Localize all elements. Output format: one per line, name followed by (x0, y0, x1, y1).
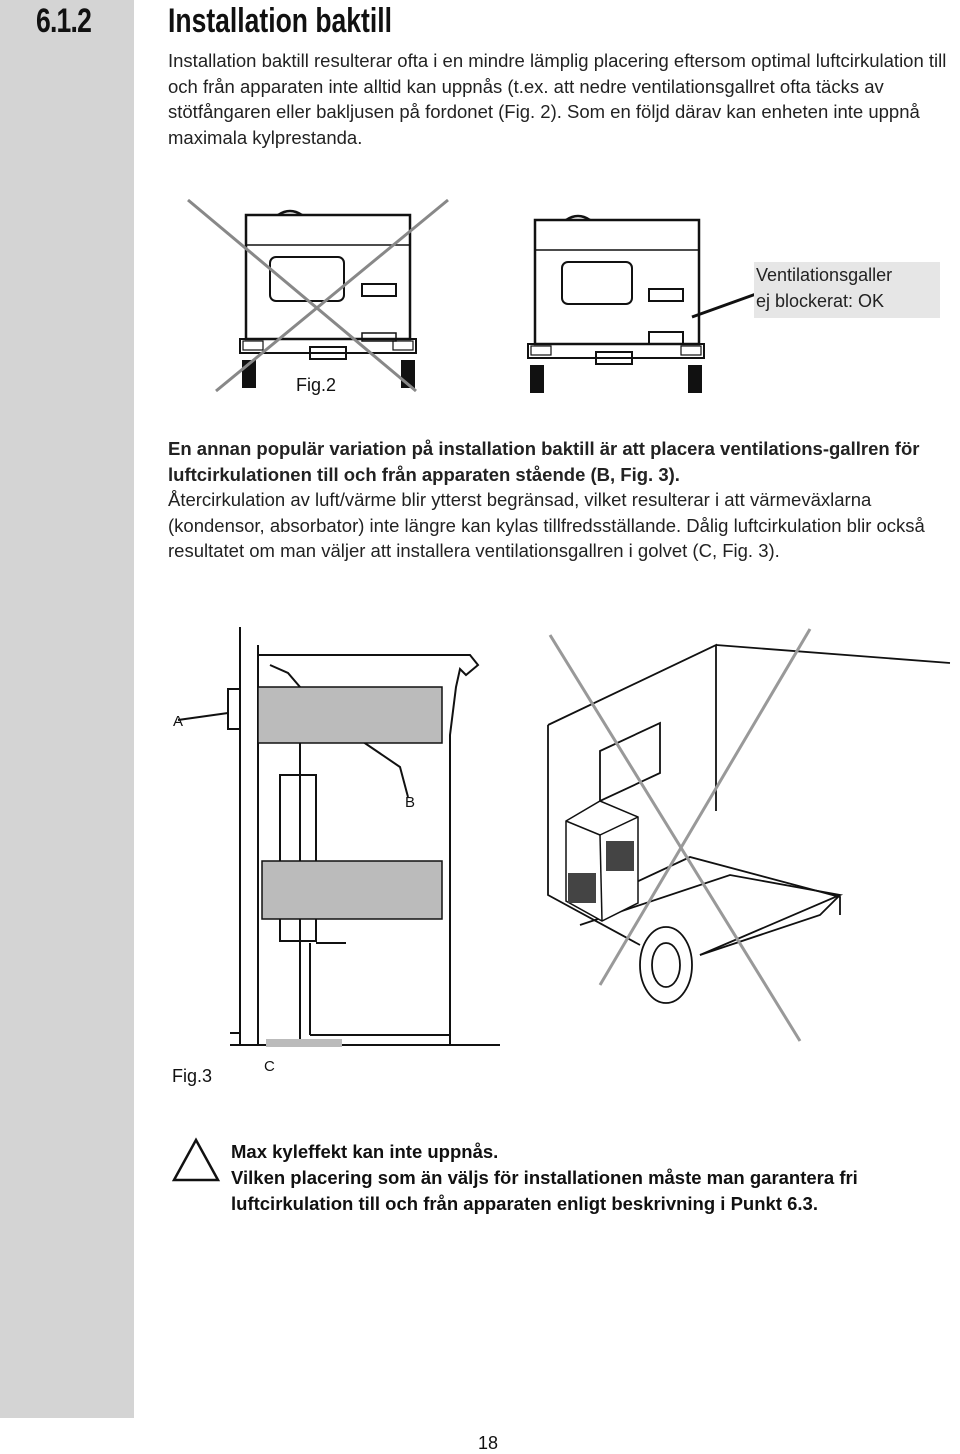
warning-icon (171, 1137, 221, 1183)
figure-3-label: Fig.3 (172, 1066, 213, 1086)
callout-line-2: ej blockerat: OK (756, 291, 885, 311)
body-bold-text: En annan populär variation på installation baktill är att placera ventilations-gallren för luftcirkulationen till och från apparaten stående (B, Fig. 3). (168, 438, 920, 485)
intro-text: Installation baktill resulterar ofta i en mindre lämplig placering eftersom optimal luftcirkulation till och från apparaten inte alltid kan uppnås (t.ex. att nedre ventilationsgallret ofta täcks av stötfångaren eller bakljusen på fordonet (Fig. 2). Som en följd därav kan enheten inte uppnå maximala kylprestanda. (168, 50, 947, 148)
page-number: 18 (478, 1433, 499, 1453)
body-text: Återcirkulation av luft/värme blir ytterst begränsad, vilket resulterar i att värmeväxlarna (kondensor, absorbator) inte längre kan kylas tillfredsställande. Dålig luftcirkulation blir också resultatet om man väljer att installera ventilationsgallren i golvet (C, Fig. 3). (168, 489, 925, 561)
intro-paragraph (168, 48, 958, 150)
figure-3-perspective-drawing (540, 625, 960, 1045)
figure-3-label-b: B (405, 794, 416, 811)
callout-line-1: Ventilationsgaller (756, 265, 893, 285)
warning-line-2: Vilken placering som än väljs för installationen måste man garantera fri (231, 1167, 858, 1188)
warning-block (231, 1139, 960, 1217)
body-paragraph (168, 436, 958, 564)
figure-3-section-drawing (170, 625, 510, 1055)
figure-2-illustration (180, 195, 780, 395)
figure-3-label-c: C (264, 1058, 275, 1075)
figure-2-label: Fig.2 (296, 375, 337, 395)
section-number: 6.1.2 (36, 2, 92, 40)
figure-2-callout (754, 262, 940, 318)
warning-line-3: luftcirkulation till och från apparaten enligt beskrivning i Punkt 6.3. (231, 1193, 818, 1214)
warning-line-1: Max kyleffekt kan inte uppnås. (231, 1141, 499, 1162)
sidebar-band (0, 0, 134, 1418)
section-title: Installation baktill (168, 2, 392, 40)
figure-3-label-a: A (173, 713, 184, 730)
